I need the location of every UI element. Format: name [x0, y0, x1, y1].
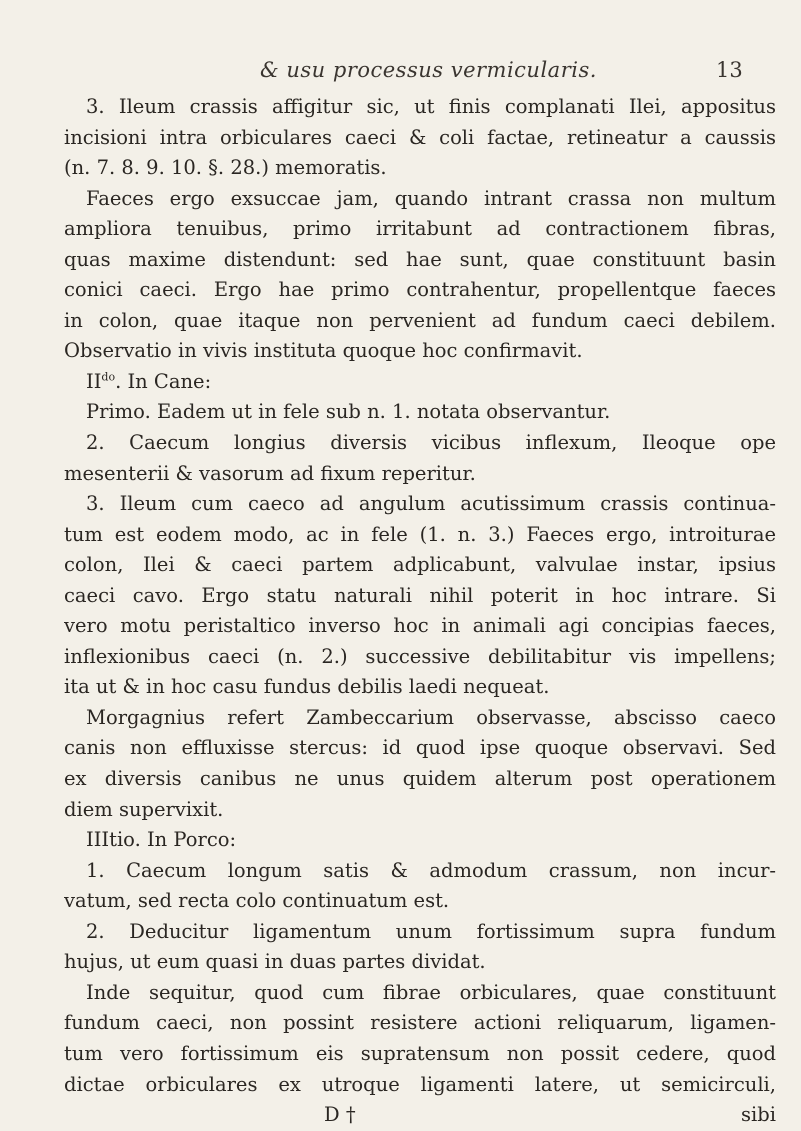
text-line: ita ut & in hoc casu fundus debilis laedi nequeat.	[64, 675, 550, 699]
text-line: hujus, ut eum quasi in duas partes dividat.	[64, 950, 486, 974]
text-line: 3. Ileum crassis affigitur sic, ut finis complanati Ilei, appositus	[86, 95, 776, 118]
text-line: Inde sequitur, quod cum fibrae orbiculares, quae constituunt	[86, 980, 776, 1004]
signature-mark: D †	[324, 1103, 356, 1127]
text-line: vatum, sed recta colo continuatum est.	[64, 889, 450, 913]
text-line: 2. Caecum longius diversis vicibus inflexum, Ileoque ope	[86, 431, 776, 455]
running-title: & usu processus vermicularis.	[260, 58, 597, 82]
body-text	[64, 92, 776, 1131]
ordinal-superscript: do	[101, 370, 116, 384]
text-line: inflexionibus caeci (n. 2.) successive debilitabitur vis impellens;	[64, 644, 776, 668]
text-line: 3. Ileum cum caeco ad angulum acutissimum crassis continua-	[86, 492, 776, 516]
text-line: quas maxime distendunt: sed hae sunt, quae constituunt basin	[64, 247, 776, 271]
text-line: 1. Caecum longum satis & admodum crassum, non incur-	[86, 858, 776, 882]
text-line: tum vero fortissimum eis supratensum non possit cedere, quod	[64, 1041, 776, 1065]
text-line: Faeces ergo exsuccae jam, quando intrant crassa non multum	[86, 186, 776, 210]
text-line: caeci cavo. Ergo statu naturali nihil poterit in hoc intrare. Si	[64, 583, 776, 607]
text-line: colon, Ilei & caeci partem adplicabunt, valvulae instar, ipsius	[64, 553, 776, 577]
text-lines	[64, 92, 776, 1100]
text-line: dictae orbiculares ex utroque ligamenti latere, ut semicirculi,	[64, 1072, 776, 1096]
text-line: (n. 7. 8. 9. 10. §. 28.) memoratis.	[64, 156, 387, 180]
text-line: diem supervixit.	[64, 797, 224, 821]
text-line: in colon, quae itaque non pervenient ad fundum caeci debilem.	[64, 308, 776, 332]
text-line: canis non effluxisse stercus: id quod ipse quoque observavi. Sed	[64, 736, 776, 760]
text-line: Morgagnius refert Zambeccarium observasse, abscisso caeco	[86, 705, 776, 729]
text-line: tum est eodem modo, ac in fele (1. n. 3.) Faeces ergo, introiturae	[64, 522, 776, 546]
text-line: Observatio in vivis instituta quoque hoc confirmavit.	[64, 339, 583, 363]
page-footer	[64, 1100, 776, 1131]
text-line: IIItio. In Porco:	[86, 828, 237, 852]
text-line: ampliora tenuibus, primo irritabunt ad contractionem fibras,	[64, 217, 776, 241]
page-header	[0, 58, 801, 90]
catchword: sibi	[741, 1103, 776, 1127]
text-line: incisioni intra orbiculares caeci & coli factae, retineatur a caussis	[64, 125, 776, 149]
text-line: ex diversis canibus ne unus quidem alterum post operationem	[64, 767, 776, 791]
text-line: conici caeci. Ergo hae primo contrahentur, propellentque faeces	[64, 278, 776, 302]
text-line: mesenterii & vasorum ad fixum reperitur.	[64, 461, 476, 485]
text-line: vero motu peristaltico inverso hoc in animali agi concipias faeces,	[64, 614, 776, 638]
text-line: fundum caeci, non possint resistere actioni reliquarum, ligamen-	[64, 1011, 776, 1035]
text-line: 2. Deducitur ligamentum unum fortissimum supra fundum	[86, 919, 776, 943]
text-line: $II^{do}$. In Cane:	[86, 369, 212, 393]
text-line: Primo. Eadem ut in fele sub n. 1. notata observantur.	[86, 400, 611, 424]
page-number: 13	[716, 58, 743, 82]
